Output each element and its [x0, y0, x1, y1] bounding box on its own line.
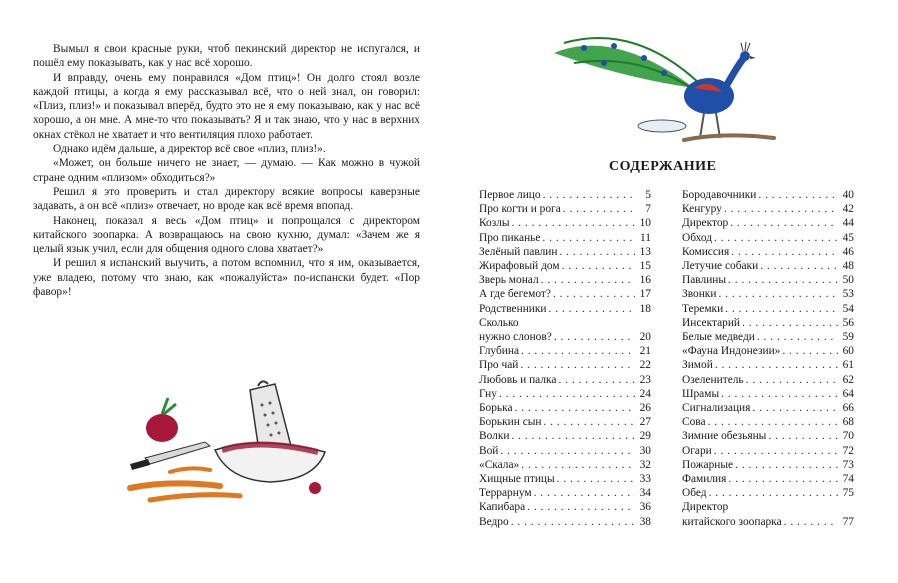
toc-page-number: 27: [639, 416, 651, 429]
peacock-icon: [544, 28, 814, 148]
toc-entry-title: Сова: [682, 416, 706, 429]
toc-leader-dots: [725, 302, 838, 316]
toc-entry-title: Комиссия: [682, 245, 730, 258]
toc-entry-title: Сигнализация: [682, 402, 751, 415]
toc-leader-dots: [721, 387, 838, 401]
toc-entry-title: Про чай: [479, 359, 519, 372]
paragraph: Вымыл я свои красные руки, чтоб пекинский директор не испугался, и пошёл ему показывать, как у нас всё хорошо.: [33, 43, 420, 70]
toc-entry-title: Козлы: [479, 217, 510, 230]
toc-entry: [682, 273, 854, 287]
toc-page-number: 45: [842, 231, 854, 244]
toc-entry: [682, 500, 854, 514]
toc-entry: [682, 429, 854, 443]
toc-entry: [682, 486, 854, 500]
toc-entry: [479, 287, 651, 301]
toc-entry: [682, 316, 854, 330]
toc-leader-dots: [708, 415, 838, 429]
toc-page-number: 36: [639, 501, 651, 514]
toc-page-number: 68: [842, 416, 854, 429]
toc-entry: [479, 515, 651, 529]
toc-entry: [682, 216, 854, 230]
toc-leader-dots: [742, 316, 838, 330]
toc-entry: [479, 245, 651, 259]
toc-leader-dots: [512, 216, 635, 230]
toc-entry: [479, 387, 651, 401]
toc-entry: [479, 188, 651, 202]
toc-entry: [479, 344, 651, 358]
story-text: [33, 42, 420, 299]
toc-column-2: [682, 188, 854, 529]
toc-entry-title: А где бегемот?: [479, 288, 551, 301]
toc-entry-title: Про когти и рога: [479, 203, 561, 216]
toc-entry: [682, 415, 854, 429]
toc-leader-dots: [534, 486, 635, 500]
toc-leader-dots: [515, 401, 635, 415]
toc-entry: [682, 401, 854, 415]
toc-entry-title: Террарнум: [479, 487, 532, 500]
toc-entry-title: Волки: [479, 430, 510, 443]
kitchen-illustration-icon: [110, 380, 340, 510]
toc-entry-title: Первое лицо: [479, 189, 541, 201]
toc-entry-title: Фамилия: [682, 473, 727, 486]
paragraph: Решил я это проверить и стал директору всякие вопросы каверзные задавать, а он всё «плиз» отвечает, но вроде как всё время впопад.: [33, 185, 420, 213]
paragraph: Однако идём дальше, а директор всё свое «плиз, плиз!».: [53, 143, 326, 156]
toc-entry-title: Гну: [479, 387, 497, 400]
toc-entry: [479, 216, 651, 230]
toc-leader-dots: [554, 330, 635, 344]
toc-entry: [479, 415, 651, 429]
toc-entry-title: Обход: [682, 231, 713, 244]
toc-page-number: 77: [842, 515, 854, 528]
toc-leader-dots: [562, 259, 635, 273]
toc-entry-title: Зверь монал: [479, 274, 539, 287]
toc-page-number: 26: [639, 402, 651, 415]
toc-leader-dots: [782, 344, 838, 358]
toc-page-number: 53: [842, 288, 854, 301]
toc-leader-dots: [544, 415, 635, 429]
paragraph: «Может, он больше ничего не знает, — думаю. — Как можно в чужой стране одним «плизом» обходиться?»: [33, 157, 420, 184]
toc-page-number: 40: [842, 189, 854, 201]
toc-entry: [479, 429, 651, 443]
toc-entry-title: Зимой: [682, 359, 713, 372]
toc-entry-title: Зелёный павлин: [479, 245, 558, 258]
toc-entry: [479, 401, 651, 415]
toc-leader-dots: [520, 358, 635, 372]
toc-page-number: 42: [842, 203, 854, 216]
toc-entry: [479, 316, 651, 330]
toc-column-1: [479, 188, 651, 529]
toc-entry-title: Пожарные: [682, 458, 734, 471]
toc-entry: [682, 515, 854, 529]
toc-entry-title: Борька: [479, 402, 513, 415]
toc-entry: [479, 472, 651, 486]
toc-entry-title: Родственники: [479, 302, 547, 315]
toc-page-number: 61: [842, 359, 854, 372]
toc-entry-title: Зимние обезьяны: [682, 430, 767, 443]
toc-entry-title: Белые медведи: [682, 331, 755, 344]
toc-leader-dots: [784, 515, 838, 529]
toc-entry-title: Обед: [682, 487, 707, 500]
toc-entry: [682, 202, 854, 216]
toc-entry: [682, 344, 854, 358]
toc-entry-title: Директор: [682, 501, 729, 514]
toc-entry-title: Хищные птицы: [479, 473, 555, 486]
toc-leader-dots: [724, 202, 838, 216]
toc-leader-dots: [758, 188, 838, 202]
toc-entry-title: Жирафовый дом: [479, 260, 560, 273]
toc-page-number: 50: [842, 274, 854, 287]
toc-entry: [682, 259, 854, 273]
toc-leader-dots: [511, 429, 635, 443]
toc-entry: [682, 358, 854, 372]
toc-leader-dots: [768, 429, 838, 443]
toc-page-number: 72: [842, 444, 854, 457]
toc-page-number: 29: [639, 430, 651, 443]
toc-page-number: 38: [639, 515, 651, 528]
toc-leader-dots: [760, 259, 838, 273]
toc-leader-dots: [735, 458, 838, 472]
toc-entry: [479, 373, 651, 387]
toc-page-number: 30: [639, 444, 651, 457]
toc-entry-title: Борькин сын: [479, 416, 542, 429]
toc-leader-dots: [553, 287, 635, 301]
toc-leader-dots: [746, 373, 838, 387]
toc-leader-dots: [542, 231, 635, 245]
toc-leader-dots: [757, 330, 838, 344]
toc-page-number: 46: [842, 245, 854, 258]
toc-entry: [682, 387, 854, 401]
toc-leader-dots: [714, 444, 838, 458]
toc-leader-dots: [558, 373, 635, 387]
toc-page-number: 32: [639, 458, 651, 471]
toc-leader-dots: [541, 273, 635, 287]
toc-entry: [479, 330, 651, 344]
toc-page-number: 5: [645, 189, 651, 201]
toc-entry: [682, 472, 854, 486]
toc-leader-dots: [715, 358, 838, 372]
toc-page-number: 11: [640, 231, 651, 244]
toc-entry-title: Сколько: [479, 316, 519, 329]
toc-page-number: 56: [842, 316, 854, 329]
toc-leader-dots: [752, 401, 838, 415]
toc-entry-title: Глубина: [479, 345, 519, 358]
toc-entry: [682, 245, 854, 259]
toc-page-number: 73: [842, 458, 854, 471]
toc-page-number: 75: [842, 487, 854, 500]
toc-page-number: 23: [639, 373, 651, 386]
toc-entry: [682, 231, 854, 245]
toc-entry: [682, 188, 854, 202]
toc-entry: [479, 486, 651, 500]
paragraph: И решил я испанский выучить, а потом вспомнил, что я им, оказывается, уже владею, потому что знаю, как «пожалуйста» по-испански будет. «Пор фавор»!: [33, 257, 420, 299]
toc-entry-title: Летучие собаки: [682, 260, 759, 273]
toc-entry-title: Шрамы: [682, 387, 720, 400]
toc-entry-title: Бородавочники: [682, 189, 757, 201]
toc-leader-dots: [500, 444, 635, 458]
right-page: [449, 0, 898, 583]
toc-entry-title: нужно слонов?: [479, 331, 552, 344]
toc-page-number: 17: [639, 288, 651, 301]
toc-page-number: 22: [639, 359, 651, 372]
toc-entry: [682, 373, 854, 387]
toc-entry-title: Кенгуру: [682, 203, 722, 216]
toc-page-number: 54: [842, 302, 854, 315]
paragraph: И вправду, очень ему понравился «Дом птиц»! Он долго стоял возле каждой птицы, а когда я ему рассказывал всё, что о ней знал, он говорил: «Плиз, плиз!» и показывал вперёд, будто это не я ему показываю, как у нас всё хорошо, а он мне. А мне-то что показывать? Я и так знаю, что у нас в верхних окнах стёкол не хватает и что вентиляция плохо работает.: [33, 71, 420, 141]
toc-page-number: 62: [842, 373, 854, 386]
toc-page-number: 59: [842, 331, 854, 344]
toc-page-number: 21: [639, 345, 651, 358]
toc-page-number: 33: [639, 473, 651, 486]
toc-entry-title: Любовь и палка: [479, 373, 557, 386]
toc-page-number: 20: [639, 331, 651, 344]
toc-leader-dots: [714, 231, 838, 245]
toc-entry: [479, 302, 651, 316]
toc-leader-dots: [527, 500, 635, 514]
toc-page-number: 70: [842, 430, 854, 443]
toc-page-number: 48: [842, 260, 854, 273]
toc-leader-dots: [563, 202, 635, 216]
toc-page-number: 44: [842, 217, 854, 230]
toc-entry-title: Павлины: [682, 274, 727, 287]
toc-leader-dots: [709, 486, 838, 500]
toc-page-number: 64: [842, 387, 854, 400]
toc-page-number: 16: [639, 274, 651, 287]
toc-entry-title: «Фауна Индонезии»: [682, 345, 781, 358]
toc-entry: [682, 330, 854, 344]
toc-leader-dots: [731, 245, 838, 259]
toc-entry: [682, 444, 854, 458]
toc-entry-title: Теремки: [682, 302, 724, 315]
toc-leader-dots: [728, 273, 838, 287]
toc-page-number: 13: [639, 245, 651, 258]
toc-leader-dots: [559, 245, 635, 259]
toc-page-number: 15: [639, 260, 651, 273]
toc-leader-dots: [728, 472, 838, 486]
toc-leader-dots: [511, 515, 635, 529]
toc-leader-dots: [549, 302, 635, 316]
toc-entry-title: Про пиканье: [479, 231, 541, 244]
toc-entry-title: Ведро: [479, 515, 509, 528]
toc-title: СОДЕРЖАНИЕ: [609, 159, 717, 174]
toc-leader-dots: [521, 458, 635, 472]
toc-entry-title: Инсектарий: [682, 316, 741, 329]
toc-page-number: 7: [645, 203, 651, 216]
toc-entry: [479, 358, 651, 372]
toc-leader-dots: [499, 387, 635, 401]
toc-page-number: 34: [639, 487, 651, 500]
toc-entry-title: Звонки: [682, 288, 717, 301]
toc-page-number: 18: [639, 302, 651, 315]
toc-page-number: 10: [639, 217, 651, 230]
toc-entry-title: «Скала»: [479, 458, 520, 471]
toc-entry: [479, 444, 651, 458]
toc-page-number: 24: [639, 387, 651, 400]
toc-entry: [479, 458, 651, 472]
toc-entry: [479, 273, 651, 287]
toc-leader-dots: [521, 344, 635, 358]
toc-entry-title: Огари: [682, 444, 712, 457]
toc-leader-dots: [730, 216, 838, 230]
toc-entry: [682, 302, 854, 316]
toc-entry-title: Вой: [479, 444, 499, 457]
toc-entry-title: китайского зоопарка: [682, 515, 782, 528]
toc-entry: [479, 202, 651, 216]
toc-entry-title: Капибара: [479, 501, 526, 514]
paragraph: Наконец, показал я весь «Дом птиц» и попрощался с директором китайского зоопарка. А возвращаюсь на свою кухню, думал: «Зачем же я целый язык учил, если для общения одного слова хватает?»: [33, 214, 420, 256]
toc-leader-dots: [718, 287, 838, 301]
toc-entry-title: Озеленитель: [682, 373, 744, 386]
toc-page-number: 60: [842, 345, 854, 358]
toc-entry: [479, 259, 651, 273]
toc-page-number: 74: [842, 473, 854, 486]
toc-leader-dots: [557, 472, 635, 486]
toc-entry: [682, 458, 854, 472]
toc-page-number: 66: [842, 402, 854, 415]
toc-entry: [682, 287, 854, 301]
toc-entry: [479, 500, 651, 514]
toc-entry: [479, 231, 651, 245]
toc-leader-dots: [543, 188, 635, 202]
toc-entry-title: Директор: [682, 217, 729, 230]
